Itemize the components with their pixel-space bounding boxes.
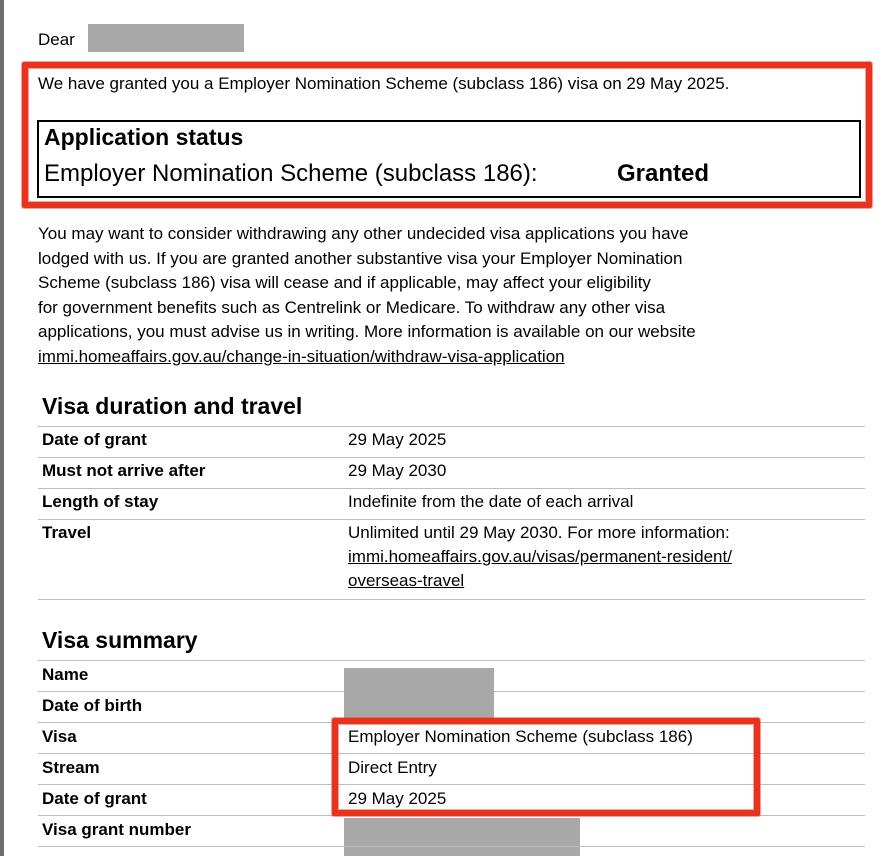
overseas-travel-link[interactable]: immi.homeaffairs.gov.au/visas/permanent-resident/ bbox=[348, 547, 732, 566]
visa-duration-title: Visa duration and travel bbox=[42, 393, 303, 419]
row-divider bbox=[38, 426, 865, 427]
application-status-value: Granted bbox=[617, 160, 710, 187]
travel-line: Unlimited until 29 May 2030. For more information: bbox=[348, 523, 730, 542]
summary-date-of-grant-value: 29 May 2025 bbox=[348, 789, 447, 808]
advice-line: for government benefits such as Centrelink or Medicare. To withdraw any other visa bbox=[38, 297, 666, 317]
row-divider bbox=[38, 457, 865, 458]
duration-date-of-grant-label: Date of grant bbox=[42, 430, 147, 449]
page-left-border bbox=[0, 0, 4, 856]
summary-date-of-grant-label: Date of grant bbox=[42, 789, 147, 808]
name-label: Name bbox=[42, 665, 89, 684]
overseas-travel-link-cont[interactable]: overseas-travel bbox=[348, 571, 465, 590]
length-of-stay-value: Indefinite from the date of each arrival bbox=[348, 492, 634, 511]
length-of-stay-label: Length of stay bbox=[42, 492, 159, 511]
duration-date-of-grant-value: 29 May 2025 bbox=[348, 430, 447, 449]
travel-value bbox=[348, 521, 732, 593]
visa-summary-title: Visa summary bbox=[42, 627, 198, 653]
highlight-frame-grant bbox=[22, 62, 872, 208]
visa-grant-number-label: Visa grant number bbox=[42, 820, 191, 839]
application-status-visa: Employer Nomination Scheme (subclass 186): bbox=[44, 160, 538, 187]
row-divider bbox=[38, 660, 865, 661]
highlight-frame-visa-details bbox=[332, 718, 760, 816]
salutation: Dear bbox=[38, 30, 75, 49]
advice-line: lodged with us. If you are granted another substantive visa your Employer Nomination bbox=[38, 248, 683, 268]
row-divider bbox=[38, 488, 865, 489]
application-status-title: Application status bbox=[44, 124, 244, 150]
row-divider bbox=[38, 599, 865, 600]
must-not-arrive-after-label: Must not arrive after bbox=[42, 461, 206, 480]
advice-line: You may want to consider withdrawing any other undecided visa applications you have bbox=[38, 224, 689, 243]
redacted-name-and-dob bbox=[344, 668, 494, 718]
withdraw-visa-link[interactable]: immi.homeaffairs.gov.au/change-in-situation/withdraw-visa-application bbox=[38, 346, 565, 366]
visa-label: Visa bbox=[42, 727, 77, 746]
withdraw-advice-paragraph bbox=[38, 222, 696, 369]
advice-line: Scheme (subclass 186) visa will cease and if applicable, may affect your eligibility bbox=[38, 273, 651, 292]
must-not-arrive-after-value: 29 May 2030 bbox=[348, 461, 447, 480]
stream-value: Direct Entry bbox=[348, 758, 437, 777]
redacted-grant-number bbox=[344, 818, 580, 856]
grant-intro: We have granted you a Employer Nomination Scheme (subclass 186) visa on 29 May 2025. bbox=[38, 74, 730, 93]
stream-label: Stream bbox=[42, 758, 100, 777]
visa-value: Employer Nomination Scheme (subclass 186) bbox=[348, 727, 693, 746]
travel-label: Travel bbox=[42, 523, 92, 542]
row-divider bbox=[38, 519, 865, 520]
date-of-birth-label: Date of birth bbox=[42, 696, 143, 715]
advice-line: applications, you must advise us in writing. More information is available on our website bbox=[38, 322, 696, 341]
row-divider bbox=[38, 846, 865, 847]
redacted-recipient-name bbox=[88, 24, 244, 52]
